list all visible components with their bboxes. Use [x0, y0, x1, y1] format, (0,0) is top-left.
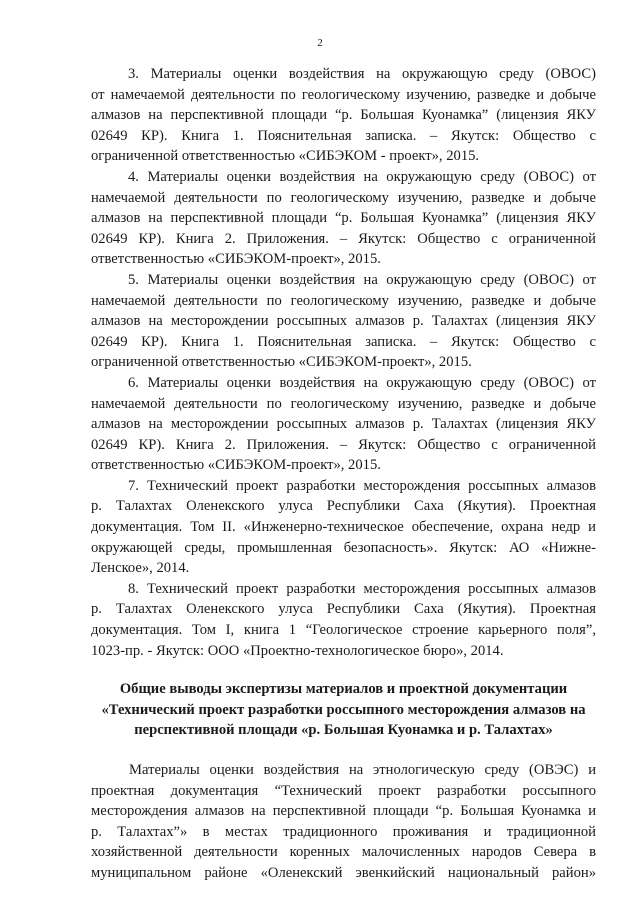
reference-item-4: [91, 167, 596, 270]
text-line: р. Талахтах Оленекского улуса Республики Саха (Якутия). Проектная: [91, 498, 596, 515]
text-line: 8. Технический проект разработки месторождения россыпных алмазов: [128, 580, 596, 597]
text-line: проектная документация “Технический проект разработки россыпного: [91, 782, 596, 799]
reference-item-7: [91, 476, 596, 579]
text-line: Материалы оценки воздействия на этнологическую среду (ОВЭС) и: [129, 762, 596, 778]
text-line: документация. Том I, книга 1 “Геологическое строение карьерного поля”,: [91, 622, 596, 639]
text-line: ответственностью «СИБЭКОМ-проект», 2015.: [91, 251, 381, 268]
text-line: намечаемой деятельности по геологическому изучению, разведке и добыче: [91, 189, 596, 206]
text-line: ответственностью «СИБЭКОМ-проект», 2015.: [91, 457, 381, 474]
text-line: 1023-пр. - Якутск: ООО «Проектно-технологическое бюро», 2014.: [91, 642, 504, 659]
text-line: р. Талахтах”» в местах традиционного проживания и традиционной: [91, 823, 596, 840]
text-line: ограниченной ответственностью «СИБЭКОМ-проект», 2015.: [91, 354, 472, 371]
text-line: 4. Материалы оценки воздействия на окружающую среду (ОВОС) от: [128, 168, 596, 185]
text-line: 5. Материалы оценки воздействия на окружающую среду (ОВОС) от: [128, 271, 596, 288]
text-line: р. Талахтах Оленекского улуса Республики Саха (Якутия). Проектная: [91, 601, 596, 618]
conclusion-paragraph: [91, 760, 596, 884]
page-number: 2: [317, 37, 323, 49]
reference-item-6: [91, 373, 596, 476]
text-line: алмазов на месторождении россыпных алмазов р. Талахтах (лицензия ЯКУ: [91, 416, 596, 433]
text-line: хозяйственной деятельности коренных малочисленных народов Севера в: [91, 844, 596, 861]
text-line: 3. Материалы оценки воздействия на окружающую среду (ОВОС): [128, 66, 596, 82]
text-line: месторождения алмазов на перспективной площади “р. Большая Куонамка и: [91, 803, 596, 820]
reference-item-8: [91, 579, 596, 661]
text-line: Ленское», 2014.: [91, 560, 190, 577]
text-line: 02649 КР). Книга 1. Пояснительная записка. – Якутск: Общество с: [91, 333, 596, 350]
section-heading: [91, 679, 596, 741]
text-line: намечаемой деятельности по геологическому изучению, разведке и добыче: [91, 395, 596, 412]
text-line: 02649 КР). Книга 2. Приложения. – Якутск: Общество с ограниченной: [91, 436, 596, 453]
text-line: 6. Материалы оценки воздействия на окружающую среду (ОВОС) от: [128, 374, 596, 391]
document-body: [91, 64, 596, 884]
text-line: документация. Том II. «Инженерно-техническое обеспечение, охрана недр и: [91, 519, 596, 536]
heading-line: перспективной площади «р. Большая Куонамка и р. Талахтах»: [134, 722, 553, 739]
text-line: ограниченной ответственностью «СИБЭКОМ - проект», 2015.: [91, 148, 480, 165]
text-line: от намечаемой деятельности по геологическому изучению, разведке и добыче: [91, 86, 596, 103]
text-line: 02649 КР). Книга 2. Приложения. – Якутск: Общество с ограниченной: [91, 230, 596, 247]
text-line: намечаемой деятельности по геологическому изучению, разведке и добыче: [91, 292, 596, 309]
text-line: алмазов на перспективной площади “р. Большая Куонамка” (лицензия ЯКУ: [91, 107, 596, 124]
reference-item-3: [91, 64, 596, 167]
heading-line: Общие выводы экспертизы материалов и проектной документации: [119, 681, 568, 698]
text-line: 02649 КР). Книга 1. Пояснительная записка. – Якутск: Общество с: [91, 127, 596, 144]
heading-line: «Технический проект разработки россыпного месторождения алмазов на: [101, 701, 586, 718]
reference-item-5: [91, 270, 596, 373]
text-line: алмазов на перспективной площади “р. Большая Куонамка” (лицензия ЯКУ: [91, 210, 596, 227]
text-line: алмазов на месторождении россыпных алмазов р. Талахтах (лицензия ЯКУ: [91, 313, 596, 330]
text-line: муниципальном районе «Оленекский эвенкийский национальный район»: [91, 864, 596, 881]
text-line: окружающей среды, промышленная безопасность». Якутск: АО «Нижне-: [91, 539, 596, 556]
text-line: 7. Технический проект разработки месторождения россыпных алмазов: [128, 477, 596, 494]
